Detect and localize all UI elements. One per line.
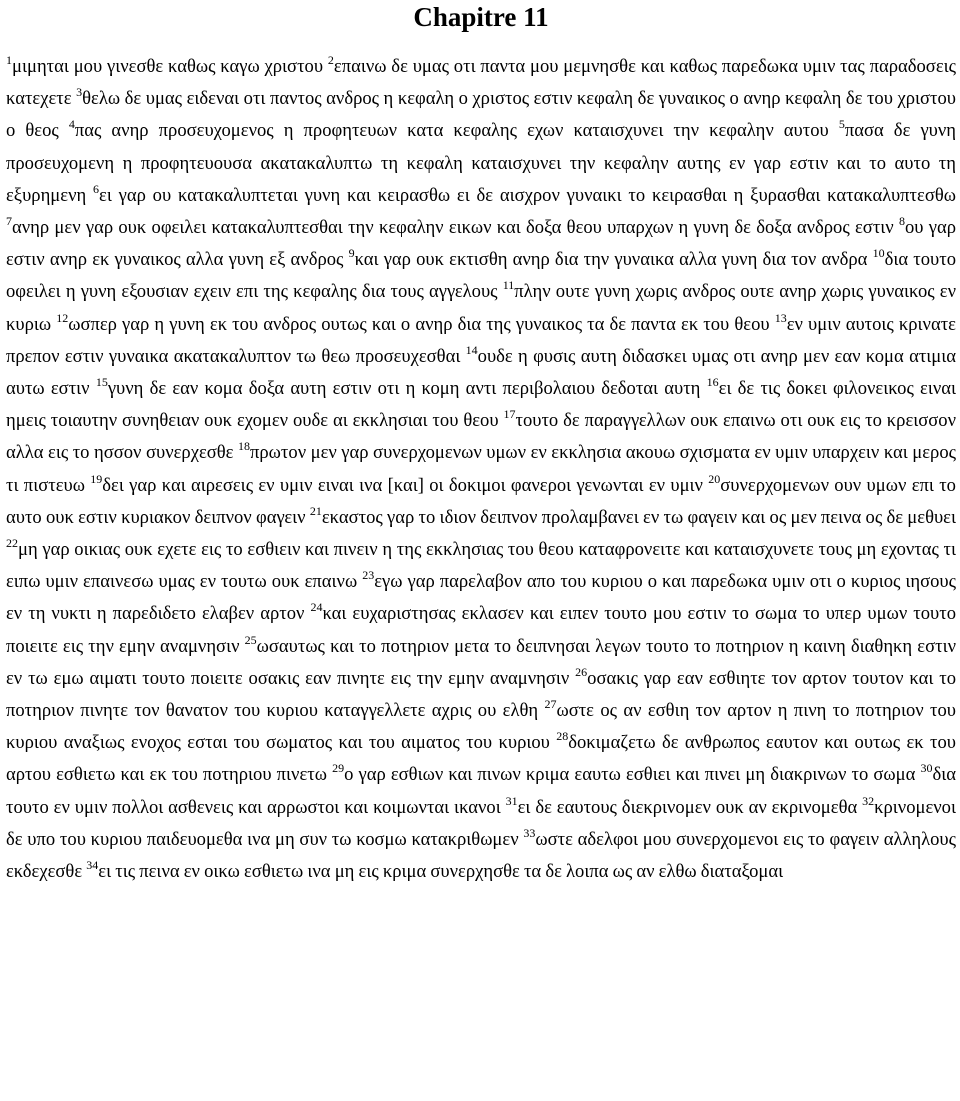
- verse-text: ο γαρ εσθιων και πινων κριμα εαυτω εσθιει και πινει μη διακρινων το σωμα: [344, 764, 916, 786]
- verse-number: 23: [362, 568, 375, 583]
- verse-text: οσακις γαρ εαν εσθιητε τον αρτον τουτον και το ποτηριον πινητε τον θανατον του κυριου καταγγελλετε αχρις ου ελθη: [6, 667, 956, 722]
- chapter-body-text: [6, 51, 956, 888]
- verse-text: πας ανηρ προσευχομενος η προφητευων κατα κεφαλης εχων καταισχυνει την κεφαλην αυτου: [74, 120, 829, 142]
- verse-number: 13: [774, 310, 787, 325]
- verse-number: 6: [93, 181, 100, 196]
- verse-text: ωσπερ γαρ η γυνη εκ του ανδρος ουτως και ο ανηρ δια της γυναικος τα δε παντα εκ του θεου: [68, 313, 770, 335]
- verse-number: 15: [95, 375, 108, 390]
- verse-number: 3: [76, 85, 83, 100]
- verse-text: δια τουτο οφειλει η γυνη εξουσιαν εχειν επι της κεφαλης δια τους αγγελους: [6, 249, 956, 303]
- verse-text: δοκιμαζετω δε ανθρωπος εαυτον και ουτως εκ του αρτου εσθιετω και εκ του ποτηριου πινετω: [6, 732, 956, 786]
- verse-number: 12: [56, 310, 69, 325]
- verse-number: 19: [90, 471, 103, 486]
- verse-text: ει δε τις δοκει φιλονεικος ειναι ημεις τοιαυτην συνηθειαν ουκ εχομεν ουδε αι εκκλησιαι του θεου: [6, 378, 956, 432]
- verse-text: εγω γαρ παρελαβον απο του κυριου ο και παρεδωκα υμιν οτι ο κυριος ιησους εν τη νυκτι η παρεδιδετο ελαβεν αρτον: [6, 571, 956, 625]
- verse-text: επαινω δε υμας οτι παντα μου μεμνησθε και καθως παρεδωκα υμιν τας παραδοσεις κατεχετε: [6, 56, 956, 110]
- verse-text: ανηρ μεν γαρ ουκ οφειλει κατακαλυπτεσθαι την κεφαλην εικων και δοξα θεου υπαρχων η γυνη δε δοξα ανδρος εστιν: [12, 217, 894, 239]
- verse-text: πασα δε γυνη προσευχομενη η προφητευουσα ακατακαλυπτω τη κεφαλη καταισχυνει την κεφαλην αυτης εν γαρ εστιν και το αυτο τη εξυρημενη: [6, 120, 957, 206]
- verse-number: 11: [502, 278, 515, 293]
- verse-number: 20: [708, 471, 721, 486]
- verse-number: 26: [575, 664, 588, 679]
- verse-text: ωσαυτως και το ποτηριον μετα το δειπνησαι λεγων τουτο το ποτηριον η καινη διαθηκη εστιν εν τω εμω αιματι τουτο ποιειτε οσακις εαν πινητε εις την εμην αναμνησιν: [6, 635, 957, 689]
- verse-text: ωστε αδελφοι μου συνερχομενοι εις το φαγειν αλληλους εκδεχεσθε: [6, 828, 956, 883]
- verse-number: 31: [505, 793, 518, 808]
- verse-number: 16: [706, 375, 719, 390]
- verse-number: 22: [6, 536, 18, 551]
- verse-number: 28: [556, 729, 569, 744]
- verse-number: 14: [465, 342, 478, 357]
- verse-text: ει γαρ ου κατακαλυπτεται γυνη και κειρασθω ει δε αισχρον γυναικι το κειρασθαι η ξυρασθαι κατακαλυπτεσθω: [99, 184, 956, 206]
- verse-text: και γαρ ουκ εκτισθη ανηρ δια την γυναικα αλλα γυνη δια τον ανδρα: [354, 249, 868, 271]
- verse-text: μη γαρ οικιας ουκ εχετε εις το εσθιειν και πινειν η της εκκλησιας του θεου καταφρονειτε και καταισχυνετε τους μη εχοντας τι ειπω υμιν επαινεσω υμας εν τουτω ουκ επαινω: [6, 539, 956, 593]
- verse-text: συνερχομενων ουν υμων επι το αυτο ουκ εστιν κυριακον δειπνον φαγειν: [6, 474, 956, 528]
- verse-number: 17: [503, 407, 516, 422]
- verse-text: εν υμιν αυτοις κρινατε πρεπον εστιν γυναικα ακατακαλυπτον τω θεω προσευχεσθαι: [6, 313, 956, 367]
- verse-text: ει τις πεινα εν οικω εσθιετω ινα μη εις κριμα συνερχησθε τα δε λοιπα ως αν ελθω διαταξομαι: [98, 861, 784, 883]
- verse-number: 4: [68, 117, 75, 132]
- verse-number: 27: [544, 697, 557, 712]
- verse-number: 10: [872, 246, 885, 261]
- verse-text: και ευχαριστησας εκλασεν και ειπεν τουτο μου εστιν το σωμα το υπερ υμων τουτο ποιειτε εις την εμην αναμνησιν: [6, 603, 956, 657]
- verse-text: ει δε εαυτους διεκρινομεν ουκ αν εκρινομεθα: [517, 796, 858, 818]
- verse-number: 29: [332, 761, 345, 776]
- verse-text: κρινομενοι δε υπο του κυριου παιδευομεθα ινα μη συν τω κοσμω κατακριθωμεν: [6, 796, 956, 850]
- verse-text: εκαστος γαρ το ιδιον δειπνον προλαμβανει εν τω φαγειν και ος μεν πεινα ος δε μεθυει: [321, 506, 956, 528]
- verse-text: δει γαρ και αιρεσεις εν υμιν ειναι ινα [και] οι δοκιμοι φανεροι γενωνται εν υμιν: [102, 474, 703, 496]
- verse-number: 18: [238, 439, 251, 454]
- verse-text: πλην ουτε γυνη χωρις ανδρος ουτε ανηρ χωρις γυναικος εν κυριω: [6, 281, 956, 335]
- verse-text: δια τουτο εν υμιν πολλοι ασθενεις και αρρωστοι και κοιμωνται ικανοι: [6, 764, 956, 818]
- verse-text: γυνη δε εαν κομα δοξα αυτη εστιν οτι η κομη αντι περιβολαιου δεδοται αυτη: [107, 378, 701, 400]
- verse-number: 21: [309, 503, 322, 518]
- verse-number: 5: [838, 117, 845, 132]
- verse-number: 25: [244, 632, 257, 647]
- verse-number: 34: [86, 858, 99, 873]
- verse-number: 30: [920, 761, 933, 776]
- verse-number: 8: [898, 214, 905, 229]
- verse-number: 33: [523, 825, 536, 840]
- verse-number: 1: [6, 53, 12, 67]
- verse-text: τουτο δε παραγγελλων ουκ επαινω οτι ουκ εις το κρεισσον αλλα εις το ησσον συνερχεσθε: [6, 410, 957, 464]
- verse-number: 2: [327, 53, 334, 67]
- verse-text: πρωτον μεν γαρ συνερχομενων υμων εν εκκλησια ακουω σχισματα εν υμιν υπαρχειν και μερος τι πιστευω: [6, 442, 956, 496]
- verse-text: μιμηται μου γινεσθε καθως καγω χριστου: [12, 56, 324, 77]
- verse-text: ουδε η φυσις αυτη διδασκει υμας οτι ανηρ μεν εαν κομα ατιμια αυτω εστιν: [6, 345, 957, 400]
- verse-number: 7: [6, 214, 12, 229]
- verse-text: θελω δε υμας ειδεναι οτι παντος ανδρος η κεφαλη ο χριστος εστιν κεφαλη δε γυναικος ο ανηρ κεφαλη δε του χριστου ο θεος: [6, 88, 956, 142]
- verse-number: 32: [862, 793, 875, 808]
- verse-number: 24: [310, 600, 323, 615]
- chapter-title: Chapitre 11: [413, 2, 549, 32]
- verse-text: ου γαρ εστιν ανηρ εκ γυναικος αλλα γυνη εξ ανδρος: [6, 217, 956, 271]
- verse-number: 9: [348, 246, 355, 261]
- verse-text: ωστε ος αν εσθιη τον αρτον η πινη το ποτηριον του κυριου αναξιως ενοχος εσται του σωματος και του αιματος του κυριου: [6, 700, 956, 754]
